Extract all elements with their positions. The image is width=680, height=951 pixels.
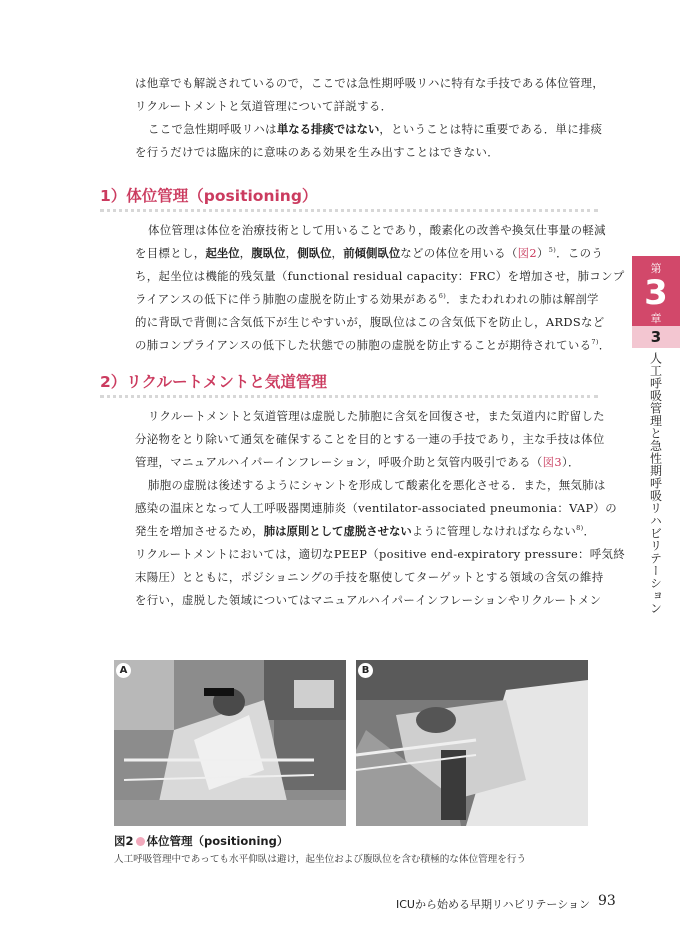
intro-line-4: を行うだけでは臨床的に意味のある効果を生み出すことはできない． [135, 145, 499, 159]
heading-divider [100, 395, 598, 398]
recruitment-line-1: リクルートメントと気道管理は虚脱した肺胞に含気を回復させ，また気道内に貯留した [148, 409, 605, 423]
figure-caption-text: 人工呼吸管理中であっても水平仰臥は避け，起坐位および腹臥位を含む積極的な体位管理を行う [114, 854, 527, 865]
section-heading-recruitment: 2）リクルートメントと気道管理 [100, 373, 327, 391]
photo-label-a: A [116, 663, 131, 678]
recruitment-line-9: を行い，虚脱した領域についてはマニュアルハイパーインフレーションやリクルートメン [135, 593, 602, 607]
intro-line-3: ここで急性期呼吸リハは単なる排痰ではない，ということは特に重要である．単に排痰 [148, 122, 603, 136]
figure-2-link[interactable]: 図2 [517, 246, 537, 260]
positioning-line-1: 体位管理は体位を治療技術として用いることであり，酸素化の改善や換気仕事量の軽減 [148, 223, 606, 237]
figure-photo-b [356, 660, 588, 826]
emphasis-text: 単なる排痰ではない [276, 122, 380, 136]
positioning-line-4: ライアンスの低下に伴う肺胞の虚脱を防止する効果がある$^{6)}$．またわれわれの肺は解剖学 [135, 292, 599, 306]
intro-line-2: リクルートメントと気道管理について詳説する． [135, 99, 393, 113]
figure-3-link[interactable]: 図3 [542, 455, 562, 469]
chapter-title-vertical: 人工呼吸管理と急性期呼吸リハビリテーション [648, 352, 663, 615]
heading-divider [100, 209, 598, 212]
positioning-line-5: 的に背臥で背側に含気低下が生じやすいが，腹臥位はこの含気低下を防止し，ARDSなど [135, 315, 605, 329]
running-footer: ICUから始める早期リハビリテーション [396, 898, 590, 911]
recruitment-line-8: 末陽圧）とともに，ポジショニングの手技を駆使してターゲットとする領域の含気の維持 [135, 570, 604, 584]
section-number-tab: 3 [632, 326, 680, 348]
intro-line-1: は他章でも解説されているので，ここでは急性期呼吸リハに特有な手技である体位管理， [135, 76, 605, 90]
chapter-number: 3 [644, 273, 668, 313]
page-number: 93 [598, 893, 616, 909]
chapter-tab [632, 256, 680, 326]
positioning-line-6: の肺コンプライアンスの低下した状態での肺胞の虚脱を防止することが期待されている$^{7)}$． [135, 338, 611, 352]
figure-photo-a [114, 660, 346, 826]
positioning-line-3: ち，起坐位は機能的残気量（functional residual capacity：FRC）を増加させ，肺コンプ [135, 269, 625, 283]
recruitment-line-5: 感染の温床となって人工呼吸器関連肺炎（ventilator-associated pneumonia：VAP）の [135, 501, 617, 515]
recruitment-line-7: リクルートメントにおいては，適切なPEEP（positive end-expiratory pressure：呼気終 [135, 547, 626, 561]
emphasis-text: 肺は原則として虚脱させない [263, 524, 412, 538]
recruitment-line-2: 分泌物をとり除いて通気を確保することを目的とする一連の手技であり，主な手技は体位 [135, 432, 605, 446]
photo-label-b: B [358, 663, 373, 678]
section-heading-positioning: 1）体位管理（positioning） [100, 187, 318, 205]
figure-caption-title: 図2 体位管理（positioning） [114, 834, 289, 848]
chapter-prefix: 第 [650, 262, 662, 275]
recruitment-line-4: 肺胞の虚脱は後述するようにシャントを形成して酸素化を悪化させる．また，無気肺は [148, 478, 606, 492]
recruitment-line-6: 発生を増加させるため，肺は原則として虚脱させないように管理しなければならない$^{8)}$． [135, 524, 596, 538]
chapter-suffix: 章 [650, 312, 662, 325]
caption-bullet-icon [136, 837, 145, 846]
recruitment-line-3: 管理，マニュアルハイパーインフレーション，呼吸介助と気管内吸引である（図3）． [135, 455, 580, 469]
positioning-line-2: を目標とし，起坐位，腹臥位，側臥位，前傾側臥位などの体位を用いる（図2）$^{5)}$．このう [135, 246, 604, 260]
